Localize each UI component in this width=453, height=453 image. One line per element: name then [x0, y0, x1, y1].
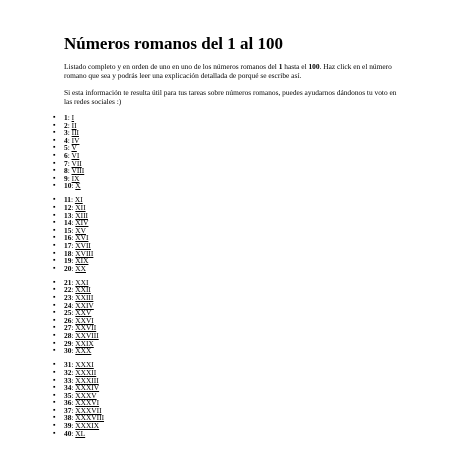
arabic-number: 22: [64, 285, 72, 295]
bullet-icon: ▪: [53, 225, 56, 234]
arabic-number: 20: [64, 263, 72, 273]
roman-numeral-link[interactable]: XXXIV: [75, 383, 100, 393]
roman-numeral-link[interactable]: V: [71, 143, 77, 153]
intro-text-3: . Haz click en el número romano que sea y podrás leer una explicación detallada de porqué se escribe así.: [64, 62, 392, 80]
bullet-icon: ▪: [53, 256, 56, 265]
separator: :: [71, 390, 76, 400]
separator: :: [71, 233, 76, 243]
roman-numeral-link[interactable]: XII: [75, 203, 86, 213]
bullet-icon: ▪: [53, 346, 56, 355]
bullet-icon: ▪: [53, 181, 56, 190]
bullet-icon: ▪: [53, 308, 56, 317]
bullet-icon: ▪: [53, 285, 56, 294]
separator: :: [71, 308, 76, 318]
list-item: [53, 413, 404, 423]
separator: :: [71, 277, 76, 287]
list-item: [53, 338, 404, 348]
list-item: [53, 293, 404, 303]
arabic-number: 23: [64, 293, 72, 303]
separator: :: [71, 428, 76, 438]
separator: :: [71, 225, 76, 235]
arabic-number: 40: [64, 428, 72, 438]
separator: :: [70, 195, 75, 205]
arabic-number: 39: [64, 421, 72, 431]
list-item: [53, 218, 404, 228]
list-item: [53, 323, 404, 333]
arabic-number: 21: [64, 277, 72, 287]
separator: :: [71, 383, 76, 393]
arabic-number: 38: [64, 413, 72, 423]
list-item: [53, 233, 404, 243]
arabic-number: 12: [64, 203, 72, 213]
separator: :: [71, 263, 76, 273]
arabic-number: 30: [64, 346, 72, 356]
arabic-number: 32: [64, 367, 72, 377]
bullet-icon: ▪: [53, 210, 56, 219]
roman-numeral-link[interactable]: XXIII: [75, 293, 94, 303]
separator: :: [71, 241, 76, 250]
roman-numeral-link[interactable]: XXVII: [75, 323, 97, 333]
list-item: [53, 300, 404, 310]
arabic-number: 6: [64, 150, 68, 160]
bullet-icon: ▪: [53, 248, 56, 257]
arabic-number: 8: [64, 166, 68, 176]
list-item: [53, 346, 404, 356]
list-item: [53, 210, 404, 220]
list-item: [53, 241, 404, 250]
bullet-icon: ▪: [53, 338, 56, 347]
roman-numeral-link[interactable]: XXII: [75, 285, 91, 295]
arabic-number: 37: [64, 405, 72, 415]
arabic-number: 3: [64, 128, 68, 138]
bullet-icon: ▪: [53, 233, 56, 242]
list-item: [53, 390, 404, 400]
roman-numeral-link[interactable]: XX: [75, 263, 86, 273]
separator: :: [67, 120, 72, 130]
arabic-number: 11: [64, 195, 71, 205]
arabic-number: 34: [64, 383, 72, 393]
bullet-icon: ▪: [53, 241, 56, 249]
arabic-number: 9: [64, 173, 68, 183]
page-title: Números romanos del 1 al 100: [64, 34, 283, 53]
roman-numeral-link[interactable]: XXXVI: [75, 398, 100, 408]
intro-bold-1: 1: [278, 62, 283, 71]
roman-numeral-link[interactable]: XXXI: [75, 360, 94, 370]
list-item: [53, 173, 404, 183]
list-item: [53, 308, 404, 318]
list-item: [53, 398, 404, 408]
list-item: [53, 256, 404, 266]
roman-numeral-link[interactable]: XXIV: [75, 300, 94, 310]
list-item: [53, 150, 404, 160]
arabic-number: 10: [64, 181, 72, 191]
bullet-icon: ▪: [53, 383, 56, 392]
bullet-icon: ▪: [53, 405, 56, 414]
numerals-lists: [53, 113, 404, 438]
bullet-icon: ▪: [53, 293, 56, 302]
roman-numeral-link[interactable]: XXXIX: [75, 421, 100, 431]
bullet-icon: ▪: [53, 173, 56, 182]
arabic-number: 1: [64, 113, 68, 122]
roman-numeral-link[interactable]: XL: [75, 428, 86, 438]
arabic-number: 35: [64, 390, 72, 400]
page-content: [53, 34, 404, 444]
separator: :: [71, 248, 76, 258]
list-item: [53, 285, 404, 295]
list-item: [53, 421, 404, 431]
roman-numeral-link[interactable]: XXIX: [75, 338, 94, 348]
bullet-icon: ▪: [53, 150, 56, 159]
roman-numeral-link[interactable]: XXXII: [75, 367, 97, 377]
separator: :: [71, 181, 76, 191]
separator: :: [71, 413, 76, 423]
separator: :: [67, 150, 72, 160]
arabic-number: 5: [64, 143, 68, 153]
separator: :: [67, 166, 72, 176]
bullet-icon: ▪: [53, 323, 56, 332]
separator: :: [71, 331, 76, 341]
separator: :: [71, 285, 76, 295]
bullet-icon: ▪: [53, 375, 56, 384]
bullet-icon: ▪: [53, 195, 56, 204]
separator: :: [67, 143, 72, 153]
roman-numeral-link[interactable]: XI: [74, 195, 83, 205]
bullet-icon: ▪: [53, 300, 56, 309]
arabic-number: 4: [64, 135, 68, 145]
separator: :: [71, 315, 76, 325]
separator: :: [67, 173, 72, 183]
arabic-number: 18: [64, 248, 72, 258]
list-item: [53, 367, 404, 377]
roman-numeral-link[interactable]: IX: [71, 173, 80, 183]
roman-numeral-link[interactable]: X: [75, 181, 81, 191]
separator: :: [71, 256, 76, 266]
roman-numeral-link[interactable]: VIII: [71, 166, 85, 176]
roman-numeral-link[interactable]: IV: [71, 135, 80, 145]
bullet-icon: ▪: [53, 367, 56, 376]
separator: :: [71, 360, 76, 370]
bullet-icon: ▪: [53, 263, 56, 272]
roman-numeral-link[interactable]: XXVI: [75, 315, 94, 325]
bullet-icon: ▪: [53, 398, 56, 407]
list-item: [53, 158, 404, 168]
roman-numeral-link[interactable]: XVI: [75, 233, 89, 243]
separator: :: [71, 405, 76, 415]
separator: :: [71, 338, 76, 348]
roman-numeral-link[interactable]: XXV: [75, 308, 92, 318]
numeral-group: [53, 195, 404, 273]
list-item: [53, 181, 404, 191]
list-item: [53, 203, 404, 213]
roman-numeral-link[interactable]: XIV: [75, 218, 89, 228]
arabic-number: 7: [64, 158, 68, 168]
roman-numeral-link[interactable]: VII: [71, 158, 82, 168]
separator: :: [71, 293, 76, 303]
separator: :: [67, 128, 72, 138]
bullet-icon: ▪: [53, 421, 56, 430]
list-item: [53, 375, 404, 385]
separator: :: [67, 113, 72, 122]
arabic-number: 2: [64, 120, 68, 130]
arabic-number: 31: [64, 360, 72, 370]
arabic-number: 28: [64, 331, 72, 341]
intro-text-1: Listado completo y en orden de uno en uno de los números romanos del: [64, 62, 279, 71]
intro-bold-2: 100: [308, 62, 320, 71]
list-item: [53, 405, 404, 415]
roman-numeral-link[interactable]: XXXIII: [75, 375, 99, 385]
bullet-icon: ▪: [53, 390, 56, 399]
list-item: [53, 263, 404, 273]
separator: :: [67, 135, 72, 145]
list-item: [53, 120, 404, 130]
roman-numeral-link[interactable]: XXXVIII: [75, 413, 105, 423]
bullet-icon: ▪: [53, 428, 56, 437]
roman-numeral-link[interactable]: XXI: [75, 277, 89, 287]
roman-numeral-link[interactable]: II: [71, 120, 77, 130]
bullet-icon: ▪: [53, 203, 56, 212]
arabic-number: 15: [64, 225, 72, 235]
bullet-icon: ▪: [53, 277, 56, 286]
bullet-icon: ▪: [53, 315, 56, 324]
separator: :: [71, 210, 76, 220]
intro-paragraph: [64, 62, 404, 80]
roman-numeral-link[interactable]: XIII: [75, 210, 89, 220]
roman-numeral-link[interactable]: XXX: [75, 346, 92, 356]
roman-numeral-link[interactable]: XVII: [75, 241, 91, 250]
list-item: [53, 166, 404, 176]
bullet-icon: ▪: [53, 113, 56, 121]
arabic-number: 16: [64, 233, 72, 243]
bullet-icon: ▪: [53, 120, 56, 129]
list-item: [53, 248, 404, 258]
arabic-number: 24: [64, 300, 72, 310]
arabic-number: 29: [64, 338, 72, 348]
roman-numeral-link[interactable]: XV: [75, 225, 86, 235]
arabic-number: 33: [64, 375, 72, 385]
separator: :: [67, 158, 72, 168]
roman-numeral-link[interactable]: I: [71, 113, 75, 122]
arabic-number: 14: [64, 218, 72, 228]
bullet-icon: ▪: [53, 413, 56, 422]
separator: :: [71, 323, 76, 333]
numeral-group: [53, 113, 404, 191]
separator: :: [71, 300, 76, 310]
separator: :: [71, 218, 76, 228]
separator: :: [71, 367, 76, 377]
bullet-icon: ▪: [53, 218, 56, 227]
bullet-icon: ▪: [53, 331, 56, 340]
list-item: [53, 225, 404, 235]
arabic-number: 26: [64, 315, 72, 325]
bullet-icon: ▪: [53, 143, 56, 152]
list-item: [53, 195, 404, 205]
list-item: [53, 277, 404, 287]
arabic-number: 13: [64, 210, 72, 220]
arabic-number: 36: [64, 398, 72, 408]
roman-numeral-link[interactable]: III: [71, 128, 79, 138]
intro-text-2: hasta el: [282, 62, 309, 71]
list-item: [53, 315, 404, 325]
arabic-number: 17: [64, 241, 72, 250]
roman-numeral-link[interactable]: VI: [71, 150, 80, 160]
list-item: [53, 360, 404, 370]
separator: :: [71, 203, 76, 213]
separator: :: [71, 375, 76, 385]
bullet-icon: ▪: [53, 360, 56, 369]
numeral-group: [53, 360, 404, 438]
bullet-icon: ▪: [53, 158, 56, 167]
roman-numeral-link[interactable]: XVIII: [75, 248, 94, 258]
list-item: [53, 128, 404, 138]
list-item: [53, 428, 404, 438]
arabic-number: 25: [64, 308, 72, 318]
numeral-group: [53, 277, 404, 356]
arabic-number: 19: [64, 256, 72, 266]
separator: :: [71, 398, 76, 408]
bullet-icon: ▪: [53, 166, 56, 175]
list-item: [53, 113, 404, 122]
list-item: [53, 135, 404, 145]
roman-numeral-link[interactable]: XXXVII: [75, 405, 102, 415]
roman-numeral-link[interactable]: XXVIII: [75, 331, 99, 341]
list-item: [53, 383, 404, 393]
roman-numeral-link[interactable]: XIX: [75, 256, 89, 266]
separator: :: [71, 346, 76, 356]
list-item: [53, 331, 404, 341]
bullet-icon: ▪: [53, 128, 56, 137]
list-item: [53, 143, 404, 153]
bullet-icon: ▪: [53, 135, 56, 144]
arabic-number: 27: [64, 323, 72, 333]
share-paragraph: Si esta información te resulta útil para tus tareas sobre números romanos, puedes ayudarnos dándonos tu voto en las redes sociales :): [64, 88, 397, 106]
separator: :: [71, 421, 76, 431]
roman-numeral-link[interactable]: XXXV: [75, 390, 97, 400]
